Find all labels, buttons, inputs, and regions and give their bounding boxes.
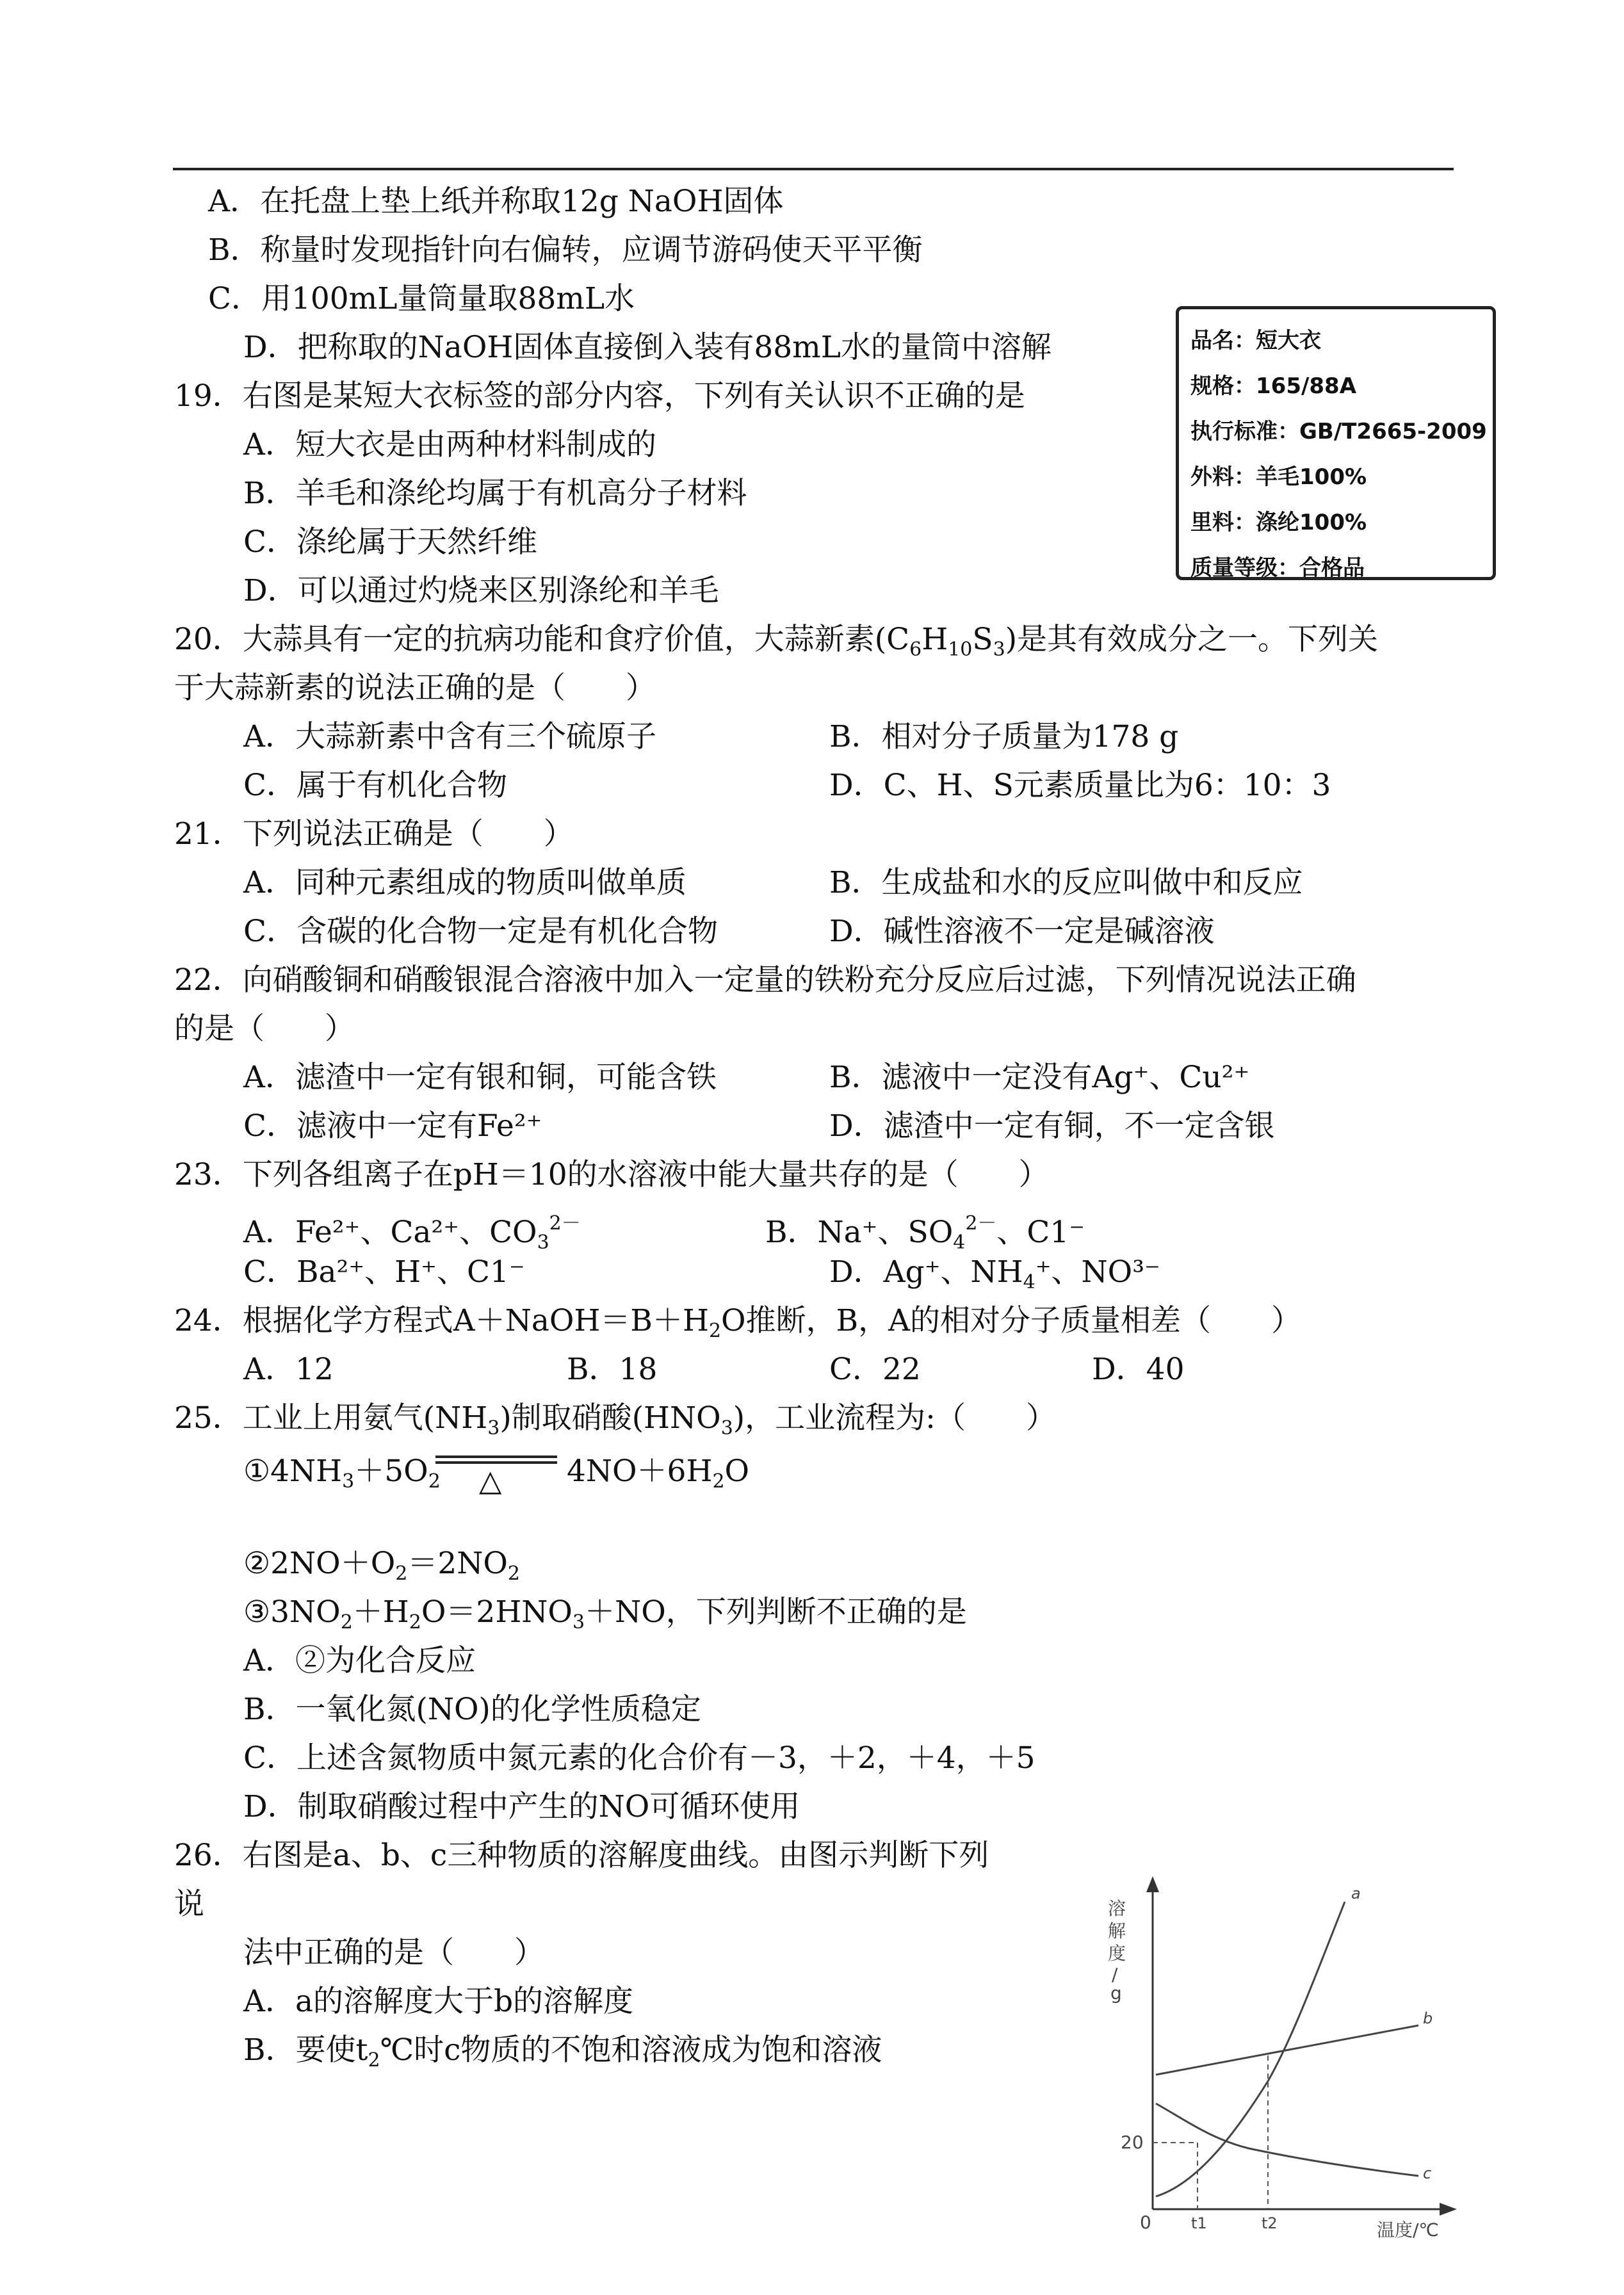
q24-stem: 24．根据化学方程式$A+NaOH=B+H_2O$推断，B，A的相对分子质量相差（ ） bbox=[174, 1303, 1302, 1342]
q20-option-b: B．相对分子质量为178 g bbox=[829, 719, 1179, 754]
label-grade: 质量等级：合格品 bbox=[1190, 555, 1365, 581]
clothing-label bbox=[1176, 306, 1496, 580]
y-axis-label-char: g bbox=[1110, 1983, 1122, 2004]
q26-stem: 26．右图是a、b、c三种物质的溶解度曲线。由图示判断下列 bbox=[174, 1838, 989, 1873]
q23-option-d: D．Ag⁺、$NH_4^+$、NO³⁻ bbox=[829, 1254, 1160, 1293]
heat-triangle-icon: △ bbox=[479, 1463, 502, 1498]
y-axis-arrow-icon bbox=[1146, 1876, 1159, 1892]
curve-a-label: a bbox=[1351, 1885, 1361, 1902]
q19-option-c: C．涤纶属于天然纤维 bbox=[243, 524, 537, 560]
curve-c bbox=[1156, 2104, 1418, 2176]
equation-1: $①4NH_3+5O_2$ bbox=[243, 1454, 441, 1493]
q18-option-c: C．用100mL量筒量取88mL水 bbox=[208, 281, 635, 316]
q18-option-b: B．称量时发现指针向右偏转，应调节游码使天平平衡 bbox=[208, 232, 923, 268]
q26-stem-2: 说 bbox=[174, 1886, 204, 1922]
q25-option-a: A．②为化合反应 bbox=[243, 1643, 476, 1678]
q24-option-b: B．18 bbox=[567, 1352, 658, 1387]
q24-option-c: C．22 bbox=[829, 1352, 921, 1387]
y-axis-label-char: / bbox=[1112, 1964, 1118, 1985]
equation-2: $②2NO+O_2=2NO_2$ bbox=[243, 1546, 520, 1585]
equation-1-products: $4NO+6H_2O$ bbox=[567, 1454, 750, 1493]
t2-label: t2 bbox=[1262, 2214, 1278, 2232]
q24-option-d: D．40 bbox=[1092, 1352, 1185, 1387]
q26-stem-3: 法中正确的是（ ） bbox=[243, 1935, 544, 1970]
q18-option-a: A．在托盘上垫上纸并称取12g NaOH固体 bbox=[208, 184, 784, 219]
curve-b-label: b bbox=[1423, 2009, 1433, 2027]
label-outer: 外料：羊毛100% bbox=[1190, 464, 1367, 490]
q20-option-a: A．大蒜新素中含有三个硫原子 bbox=[243, 719, 656, 754]
q22-stem-2: 的是（ ） bbox=[174, 1011, 355, 1046]
label-standard: 执行标准：GB/T2665-2009 bbox=[1190, 419, 1487, 444]
q25-option-d: D．制取硝酸过程中产生的NO可循环使用 bbox=[243, 1789, 800, 1824]
origin-label: 0 bbox=[1140, 2212, 1151, 2233]
q21-stem: 21．下列说法正确是（ ） bbox=[174, 816, 574, 852]
label-inner: 里料：涤纶100% bbox=[1190, 510, 1367, 535]
curve-a bbox=[1156, 1902, 1345, 2196]
q25-option-c: C．上述含氮物质中氮元素的化合价有－3，＋2，＋4，＋5 bbox=[243, 1740, 1035, 1776]
q25-stem: 25．工业上用氨气$(NH_3)$制取硝酸$(HNO_3)$，工业流程为:（ ） bbox=[174, 1400, 1056, 1439]
q22-option-b: B．滤液中一定没有Ag⁺、Cu²⁺ bbox=[829, 1060, 1250, 1095]
x-axis-label: 温度/℃ bbox=[1377, 2219, 1439, 2241]
q20-stem-2: 于大蒜新素的说法正确的是（ ） bbox=[174, 670, 656, 706]
q20-stem: 20．大蒜具有一定的抗病功能和食疗价值，大蒜新素$(C_6H_{10}S_3)$是其有效成分之一。下列关 bbox=[174, 622, 1379, 661]
q21-option-b: B．生成盐和水的反应叫做中和反应 bbox=[829, 865, 1303, 900]
q22-stem: 22．向硝酸铜和硝酸银混合溶液中加入一定量的铁粉充分反应后过滤，下列情况说法正确 bbox=[174, 962, 1356, 998]
q23-option-a: A．Fe²⁺、Ca²⁺、$CO_3^{2-}$ bbox=[243, 1212, 581, 1254]
q19-option-d: D．可以通过灼烧来区别涤纶和羊毛 bbox=[243, 573, 719, 608]
y-axis-label-char: 溶 bbox=[1108, 1898, 1126, 1919]
label-name: 品名：短大衣 bbox=[1190, 328, 1321, 353]
q26-option-b: B．要使$t_2℃$时c物质的不饱和溶液成为饱和溶液 bbox=[243, 2032, 882, 2072]
solubility-curve-graph bbox=[1082, 1863, 1479, 2241]
equation-3: $③3NO_2+H_2O=2HNO_3+NO$，下列判断不正确的是 bbox=[243, 1594, 967, 1634]
q23-option-b: B．Na⁺、$SO_4^{2-}$、C1⁻ bbox=[765, 1212, 1085, 1254]
q18-option-d: D．把称取的NaOH固体直接倒入装有88mL水的量筒中溶解 bbox=[243, 330, 1052, 365]
x-axis-arrow-icon bbox=[1440, 2203, 1457, 2216]
q23-stem: 23．下列各组离子在pH＝10的水溶液中能大量共存的是（ ） bbox=[174, 1157, 1049, 1192]
q20-option-c: C．属于有机化合物 bbox=[243, 768, 507, 803]
q21-option-a: A．同种元素组成的物质叫做单质 bbox=[243, 865, 686, 900]
header-rule bbox=[173, 168, 1454, 170]
curve-c-label: c bbox=[1423, 2164, 1432, 2182]
q21-option-c: C．含碳的化合物一定是有机化合物 bbox=[243, 914, 718, 949]
q19-option-b: B．羊毛和涤纶均属于有机高分子材料 bbox=[243, 476, 747, 511]
q22-option-a: A．滤渣中一定有银和铜，可能含铁 bbox=[243, 1060, 717, 1095]
equation-sign-top bbox=[435, 1456, 557, 1458]
q24-option-a: A．12 bbox=[243, 1352, 334, 1387]
q19-option-a: A．短大衣是由两种材料制成的 bbox=[243, 427, 656, 462]
y-axis-label-char: 解 bbox=[1108, 1920, 1126, 1942]
y-axis-label-char: 度 bbox=[1108, 1943, 1126, 1964]
y-tick-label: 20 bbox=[1121, 2132, 1144, 2153]
q26-option-a: A．a的溶解度大于b的溶解度 bbox=[243, 1984, 634, 2019]
q25-option-b: B．一氧化氮(NO)的化学性质稳定 bbox=[243, 1692, 701, 1727]
q23-option-c: C．Ba²⁺、H⁺、C1⁻ bbox=[243, 1254, 525, 1290]
q22-option-d: D．滤渣中一定有铜，不一定含银 bbox=[829, 1108, 1275, 1144]
q21-option-d: D．碱性溶液不一定是碱溶液 bbox=[829, 914, 1215, 949]
label-spec: 规格：165/88A bbox=[1190, 373, 1357, 399]
q22-option-c: C．滤液中一定有Fe²⁺ bbox=[243, 1108, 542, 1144]
q20-option-d: D．C、H、S元素质量比为6：10：3 bbox=[829, 768, 1331, 803]
curve-b bbox=[1156, 2025, 1418, 2075]
t1-label: t1 bbox=[1191, 2214, 1207, 2232]
q19-stem: 19．右图是某短大衣标签的部分内容，下列有关认识不正确的是 bbox=[174, 378, 1025, 414]
